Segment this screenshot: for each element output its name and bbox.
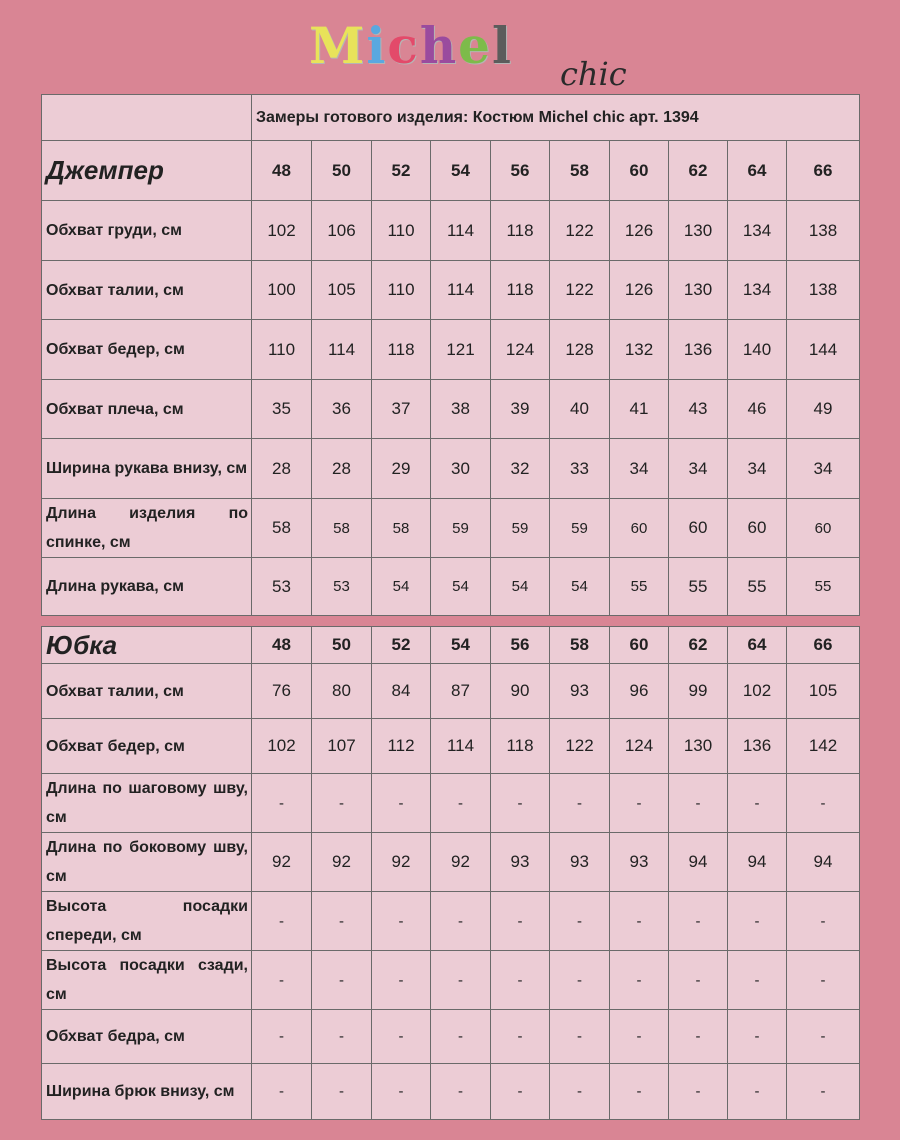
size-header: 66 <box>787 141 860 201</box>
measurement-value: 114 <box>431 261 491 320</box>
measurement-row <box>42 261 860 320</box>
measurement-value: - <box>372 1010 431 1064</box>
empty-corner-cell <box>42 95 252 141</box>
skirt-section-title: Юбка <box>42 627 252 664</box>
measurement-value: 92 <box>252 833 312 892</box>
measurement-label: Обхват бедер, см <box>42 719 252 774</box>
measurement-value: 93 <box>491 833 550 892</box>
measurement-value: - <box>252 774 312 833</box>
jumper-section-title: Джемпер <box>42 141 252 201</box>
measurement-row <box>42 499 860 558</box>
size-header: 62 <box>669 141 728 201</box>
measurement-value: 49 <box>787 380 860 439</box>
measurement-value: 34 <box>728 439 787 499</box>
logo-letter: l <box>491 16 513 75</box>
measurement-label: Длина по боковому шву, см <box>42 833 252 892</box>
skirt-measurements <box>42 664 860 1120</box>
measurement-row <box>42 558 860 616</box>
measurement-value: 93 <box>550 664 610 719</box>
measurement-value: - <box>312 1010 372 1064</box>
measurement-value: - <box>550 1064 610 1120</box>
measurement-value: 43 <box>669 380 728 439</box>
size-header: 54 <box>431 141 491 201</box>
measurement-value: 36 <box>312 380 372 439</box>
measurement-value: - <box>372 1064 431 1120</box>
measurement-value: 28 <box>252 439 312 499</box>
measurement-value: - <box>787 774 860 833</box>
size-header: 56 <box>491 627 550 664</box>
measurement-value: - <box>669 1064 728 1120</box>
measurement-value: 55 <box>728 558 787 616</box>
measurement-value: 60 <box>728 499 787 558</box>
measurement-value: 100 <box>252 261 312 320</box>
measurement-value: 60 <box>610 499 669 558</box>
measurement-label: Ширина рукава внизу, см <box>42 439 252 499</box>
measurement-value: 37 <box>372 380 431 439</box>
logo-letter: h <box>419 16 459 75</box>
measurement-value: 59 <box>431 499 491 558</box>
measurement-value: 134 <box>728 201 787 261</box>
measurement-value: 80 <box>312 664 372 719</box>
measurement-value: - <box>431 892 491 951</box>
measurement-value: 90 <box>491 664 550 719</box>
measurement-value: 92 <box>312 833 372 892</box>
measurement-value: 92 <box>372 833 431 892</box>
measurement-value: - <box>491 892 550 951</box>
measurement-value: 114 <box>431 719 491 774</box>
measurement-value: 46 <box>728 380 787 439</box>
measurement-value: 59 <box>491 499 550 558</box>
measurement-value: - <box>431 951 491 1010</box>
measurement-value: 136 <box>669 320 728 380</box>
measurement-value: 87 <box>431 664 491 719</box>
measurement-value: 93 <box>610 833 669 892</box>
brand-logo <box>0 14 900 94</box>
measurement-value: 54 <box>372 558 431 616</box>
measurement-value: - <box>610 774 669 833</box>
measurement-value: 84 <box>372 664 431 719</box>
measurement-value: 94 <box>669 833 728 892</box>
measurement-value: - <box>491 1010 550 1064</box>
measurement-value: - <box>728 892 787 951</box>
size-header: 48 <box>252 627 312 664</box>
measurement-value: 29 <box>372 439 431 499</box>
measurement-value: 126 <box>610 261 669 320</box>
caption-row <box>42 95 860 141</box>
measurement-value: - <box>550 951 610 1010</box>
measurement-value: 53 <box>312 558 372 616</box>
measurement-value: - <box>312 892 372 951</box>
measurement-value: 118 <box>491 261 550 320</box>
measurement-value: - <box>610 951 669 1010</box>
measurement-value: 96 <box>610 664 669 719</box>
measurement-value: - <box>728 1010 787 1064</box>
measurement-value: - <box>550 892 610 951</box>
measurement-value: 132 <box>610 320 669 380</box>
measurement-value: 54 <box>431 558 491 616</box>
measurement-value: - <box>252 951 312 1010</box>
logo-letter: i <box>366 16 388 75</box>
measurement-value: 124 <box>610 719 669 774</box>
measurement-value: 60 <box>669 499 728 558</box>
measurement-row <box>42 1010 860 1064</box>
measurement-value: 38 <box>431 380 491 439</box>
measurement-value: - <box>252 1010 312 1064</box>
size-header: 54 <box>431 627 491 664</box>
measurement-label: Длина рукава, см <box>42 558 252 616</box>
measurement-value: 34 <box>787 439 860 499</box>
measurement-value: 54 <box>491 558 550 616</box>
measurement-label: Обхват талии, см <box>42 261 252 320</box>
measurement-value: 138 <box>787 261 860 320</box>
jumper-size-table <box>41 94 860 616</box>
measurement-value: - <box>252 892 312 951</box>
measurement-value: - <box>610 892 669 951</box>
measurement-value: - <box>787 1064 860 1120</box>
measurement-value: 106 <box>312 201 372 261</box>
measurement-value: 110 <box>372 261 431 320</box>
measurement-value: 130 <box>669 719 728 774</box>
measurement-value: 58 <box>312 499 372 558</box>
measurement-value: 32 <box>491 439 550 499</box>
measurement-row <box>42 719 860 774</box>
measurement-value: 105 <box>787 664 860 719</box>
measurement-value: 136 <box>728 719 787 774</box>
size-header: 48 <box>252 141 312 201</box>
measurement-value: - <box>431 1010 491 1064</box>
measurement-value: - <box>787 892 860 951</box>
size-header: 52 <box>372 141 431 201</box>
measurement-value: 138 <box>787 201 860 261</box>
size-header: 64 <box>728 141 787 201</box>
measurement-value: 35 <box>252 380 312 439</box>
measurement-label: Длина по шаговому шву, см <box>42 774 252 833</box>
size-header: 56 <box>491 141 550 201</box>
measurement-value: 112 <box>372 719 431 774</box>
measurement-value: - <box>550 1010 610 1064</box>
table-caption: Замеры готового изделия: Костюм Michel chic арт. 1394 <box>252 95 860 141</box>
measurement-value: 118 <box>491 719 550 774</box>
measurement-value: 142 <box>787 719 860 774</box>
measurement-label: Обхват груди, см <box>42 201 252 261</box>
measurement-value: - <box>610 1064 669 1120</box>
size-header: 60 <box>610 627 669 664</box>
measurement-value: 60 <box>787 499 860 558</box>
size-header: 64 <box>728 627 787 664</box>
skirt-header-row <box>42 627 860 664</box>
measurement-value: 110 <box>372 201 431 261</box>
measurement-row <box>42 664 860 719</box>
measurement-value: 93 <box>550 833 610 892</box>
measurement-value: 58 <box>372 499 431 558</box>
measurement-value: - <box>372 774 431 833</box>
measurement-row <box>42 320 860 380</box>
measurement-value: 102 <box>728 664 787 719</box>
measurement-value: - <box>312 951 372 1010</box>
measurement-value: 107 <box>312 719 372 774</box>
size-header: 52 <box>372 627 431 664</box>
logo-letter: c <box>387 16 420 75</box>
measurement-value: 102 <box>252 201 312 261</box>
size-header: 50 <box>312 627 372 664</box>
measurement-value: - <box>728 951 787 1010</box>
measurement-value: - <box>669 892 728 951</box>
measurement-value: 40 <box>550 380 610 439</box>
measurement-label: Обхват талии, см <box>42 664 252 719</box>
measurement-row <box>42 1064 860 1120</box>
measurement-row <box>42 951 860 1010</box>
measurement-value: 55 <box>669 558 728 616</box>
measurement-value: - <box>669 1010 728 1064</box>
measurement-value: - <box>372 951 431 1010</box>
measurement-value: 134 <box>728 261 787 320</box>
measurement-value: - <box>491 1064 550 1120</box>
measurement-value: 144 <box>787 320 860 380</box>
measurement-value: 55 <box>787 558 860 616</box>
measurement-value: 94 <box>728 833 787 892</box>
logo-subtitle: chic <box>560 55 627 93</box>
measurement-value: - <box>787 1010 860 1064</box>
measurement-value: 99 <box>669 664 728 719</box>
measurement-value: 114 <box>431 201 491 261</box>
measurement-value: 54 <box>550 558 610 616</box>
measurement-value: 105 <box>312 261 372 320</box>
measurement-row <box>42 380 860 439</box>
measurement-value: 41 <box>610 380 669 439</box>
measurement-value: 34 <box>669 439 728 499</box>
measurement-value: 140 <box>728 320 787 380</box>
logo-letter: M <box>309 16 367 75</box>
measurement-value: 130 <box>669 201 728 261</box>
measurement-label: Ширина брюк внизу, см <box>42 1064 252 1120</box>
measurement-value: - <box>431 1064 491 1120</box>
measurement-label: Длина изделия по спинке, см <box>42 499 252 558</box>
measurement-label: Обхват бедер, см <box>42 320 252 380</box>
measurement-value: - <box>491 951 550 1010</box>
measurement-value: 122 <box>550 201 610 261</box>
measurement-value: 122 <box>550 719 610 774</box>
measurement-row <box>42 774 860 833</box>
measurement-value: 39 <box>491 380 550 439</box>
measurement-value: - <box>372 892 431 951</box>
measurement-value: 76 <box>252 664 312 719</box>
size-header: 58 <box>550 627 610 664</box>
measurement-label: Высота посадки сзади, см <box>42 951 252 1010</box>
measurement-value: 53 <box>252 558 312 616</box>
jumper-header-row <box>42 141 860 201</box>
measurement-label: Высота посадки спереди, см <box>42 892 252 951</box>
measurement-label: Обхват плеча, см <box>42 380 252 439</box>
measurement-value: - <box>431 774 491 833</box>
measurement-value: - <box>669 774 728 833</box>
size-header: 66 <box>787 627 860 664</box>
measurement-value: 59 <box>550 499 610 558</box>
size-header: 62 <box>669 627 728 664</box>
size-header: 58 <box>550 141 610 201</box>
measurement-value: 110 <box>252 320 312 380</box>
measurement-value: 33 <box>550 439 610 499</box>
measurement-value: 114 <box>312 320 372 380</box>
measurement-value: - <box>728 774 787 833</box>
measurement-value: - <box>312 1064 372 1120</box>
measurement-value: 118 <box>491 201 550 261</box>
measurement-value: 102 <box>252 719 312 774</box>
measurement-value: 121 <box>431 320 491 380</box>
measurement-value: 30 <box>431 439 491 499</box>
measurement-value: 130 <box>669 261 728 320</box>
skirt-size-table <box>41 626 860 1120</box>
measurement-value: 126 <box>610 201 669 261</box>
measurement-value: 118 <box>372 320 431 380</box>
measurement-value: 122 <box>550 261 610 320</box>
measurement-value: 92 <box>431 833 491 892</box>
logo-letter: e <box>458 16 492 75</box>
measurement-label: Обхват бедра, см <box>42 1010 252 1064</box>
measurement-row <box>42 892 860 951</box>
measurement-value: 128 <box>550 320 610 380</box>
measurement-row <box>42 201 860 261</box>
measurement-value: 124 <box>491 320 550 380</box>
measurement-value: - <box>669 951 728 1010</box>
size-header: 50 <box>312 141 372 201</box>
size-header: 60 <box>610 141 669 201</box>
measurement-value: - <box>728 1064 787 1120</box>
measurement-value: 28 <box>312 439 372 499</box>
logo-wordmark <box>309 16 513 76</box>
measurement-row <box>42 833 860 892</box>
measurement-row <box>42 439 860 499</box>
measurement-value: - <box>550 774 610 833</box>
measurement-value: - <box>610 1010 669 1064</box>
measurement-value: - <box>491 774 550 833</box>
measurement-value: 94 <box>787 833 860 892</box>
measurement-value: 58 <box>252 499 312 558</box>
measurement-value: 55 <box>610 558 669 616</box>
measurement-value: 34 <box>610 439 669 499</box>
jumper-measurements <box>42 201 860 616</box>
measurement-value: - <box>252 1064 312 1120</box>
measurement-value: - <box>787 951 860 1010</box>
measurement-value: - <box>312 774 372 833</box>
